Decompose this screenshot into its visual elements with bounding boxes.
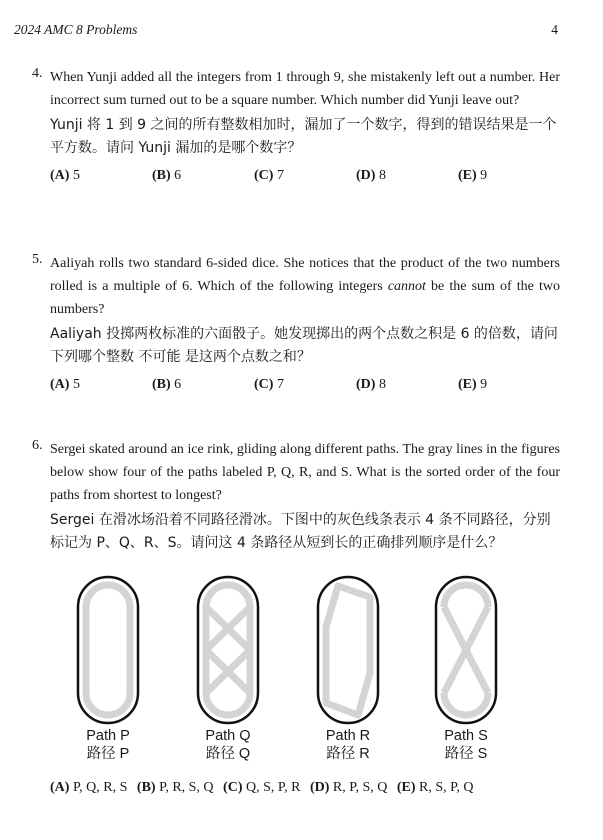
path-r-figure <box>316 575 380 725</box>
path-r-label: Path R 路径 R <box>325 728 371 762</box>
emphasis-cannot: cannot <box>387 279 426 294</box>
problem-text-chinese: Sergei 在滑冰场沿着不同路径滑冰。下图中的灰色线条表示 4 条不同路径，分别标记为 P、Q、R、S。请问这 4 条路径从短到长的正确排列顺序是什么？ <box>50 512 551 551</box>
choice-c: (C) Q, S, P, R <box>223 780 301 795</box>
answer-choices <box>50 168 560 192</box>
problem-text-english: Aaliyah rolls two standard 6-sided dice. She notices that the product of the two numbers rolled is a multiple of 6. Which of the following integers cannot be the sum of the two numbers? <box>50 256 561 317</box>
choice-e: (E) 9 <box>458 377 488 392</box>
choice-b: (B) 6 <box>152 377 182 392</box>
choice-d: (D) R, P, S, Q <box>309 780 388 795</box>
problem-number: 4. <box>32 66 43 81</box>
problem-number: 6. <box>32 438 43 453</box>
choice-a: (A) P, Q, R, S <box>50 780 128 795</box>
choice-a: (A) 5 <box>50 377 80 392</box>
path-s-label: Path S 路径 S <box>444 728 488 762</box>
choice-c: (C) 7 <box>254 377 284 392</box>
problem-text-english: When Yunji added all the integers from 1 through 9, she mistakenly left out a number. Her incorrect sum turned out to be a square number. Which number did Yunji leave out? <box>50 70 560 108</box>
problem-number: 5. <box>32 252 43 267</box>
problem-4 <box>32 66 560 192</box>
choice-b: (B) P, R, S, Q <box>136 780 214 795</box>
problem-text-chinese: Yunji 将 1 到 9 之间的所有整数相加时，漏加了一个数字，得到的错误结果是一个平方数。请问 Yunji 漏加的是哪个数字？ <box>50 117 557 156</box>
choice-e: (E) 9 <box>458 168 488 183</box>
page-number: 4 <box>551 22 558 37</box>
choice-d: (D) 8 <box>356 377 386 392</box>
path-p-figure <box>76 575 140 725</box>
answer-choices <box>50 377 560 401</box>
problem-6 <box>32 438 560 555</box>
choice-e: (E) R, S, P, Q <box>396 780 474 795</box>
page-header-title: 2024 AMC 8 Problems <box>14 22 138 37</box>
path-q-label: Path Q 路径 Q <box>205 728 251 762</box>
choice-a: (A) 5 <box>50 168 80 183</box>
path-s-figure <box>434 575 498 725</box>
problem-text-english: Sergei skated around an ice rink, gliding along different paths. The gray lines in the figures below show four of the paths labeled P, Q, R, and S. What is the sorted order of the four paths from shortest to longest? <box>50 442 560 503</box>
choice-c: (C) 7 <box>254 168 284 183</box>
choice-b: (B) 6 <box>152 168 182 183</box>
choice-d: (D) 8 <box>356 168 386 183</box>
path-figures <box>0 575 603 775</box>
path-q-figure <box>196 575 260 725</box>
path-p-label: Path P 路径 P <box>86 728 130 762</box>
problem-text-chinese: Aaliyah 投掷两枚标准的六面骰子。她发现掷出的两个点数之积是 6 的倍数，请问下列哪个整数 不可能 是这两个点数之和？ <box>50 326 558 365</box>
problem-6-answer-choices <box>50 780 480 796</box>
problem-5 <box>32 252 560 401</box>
